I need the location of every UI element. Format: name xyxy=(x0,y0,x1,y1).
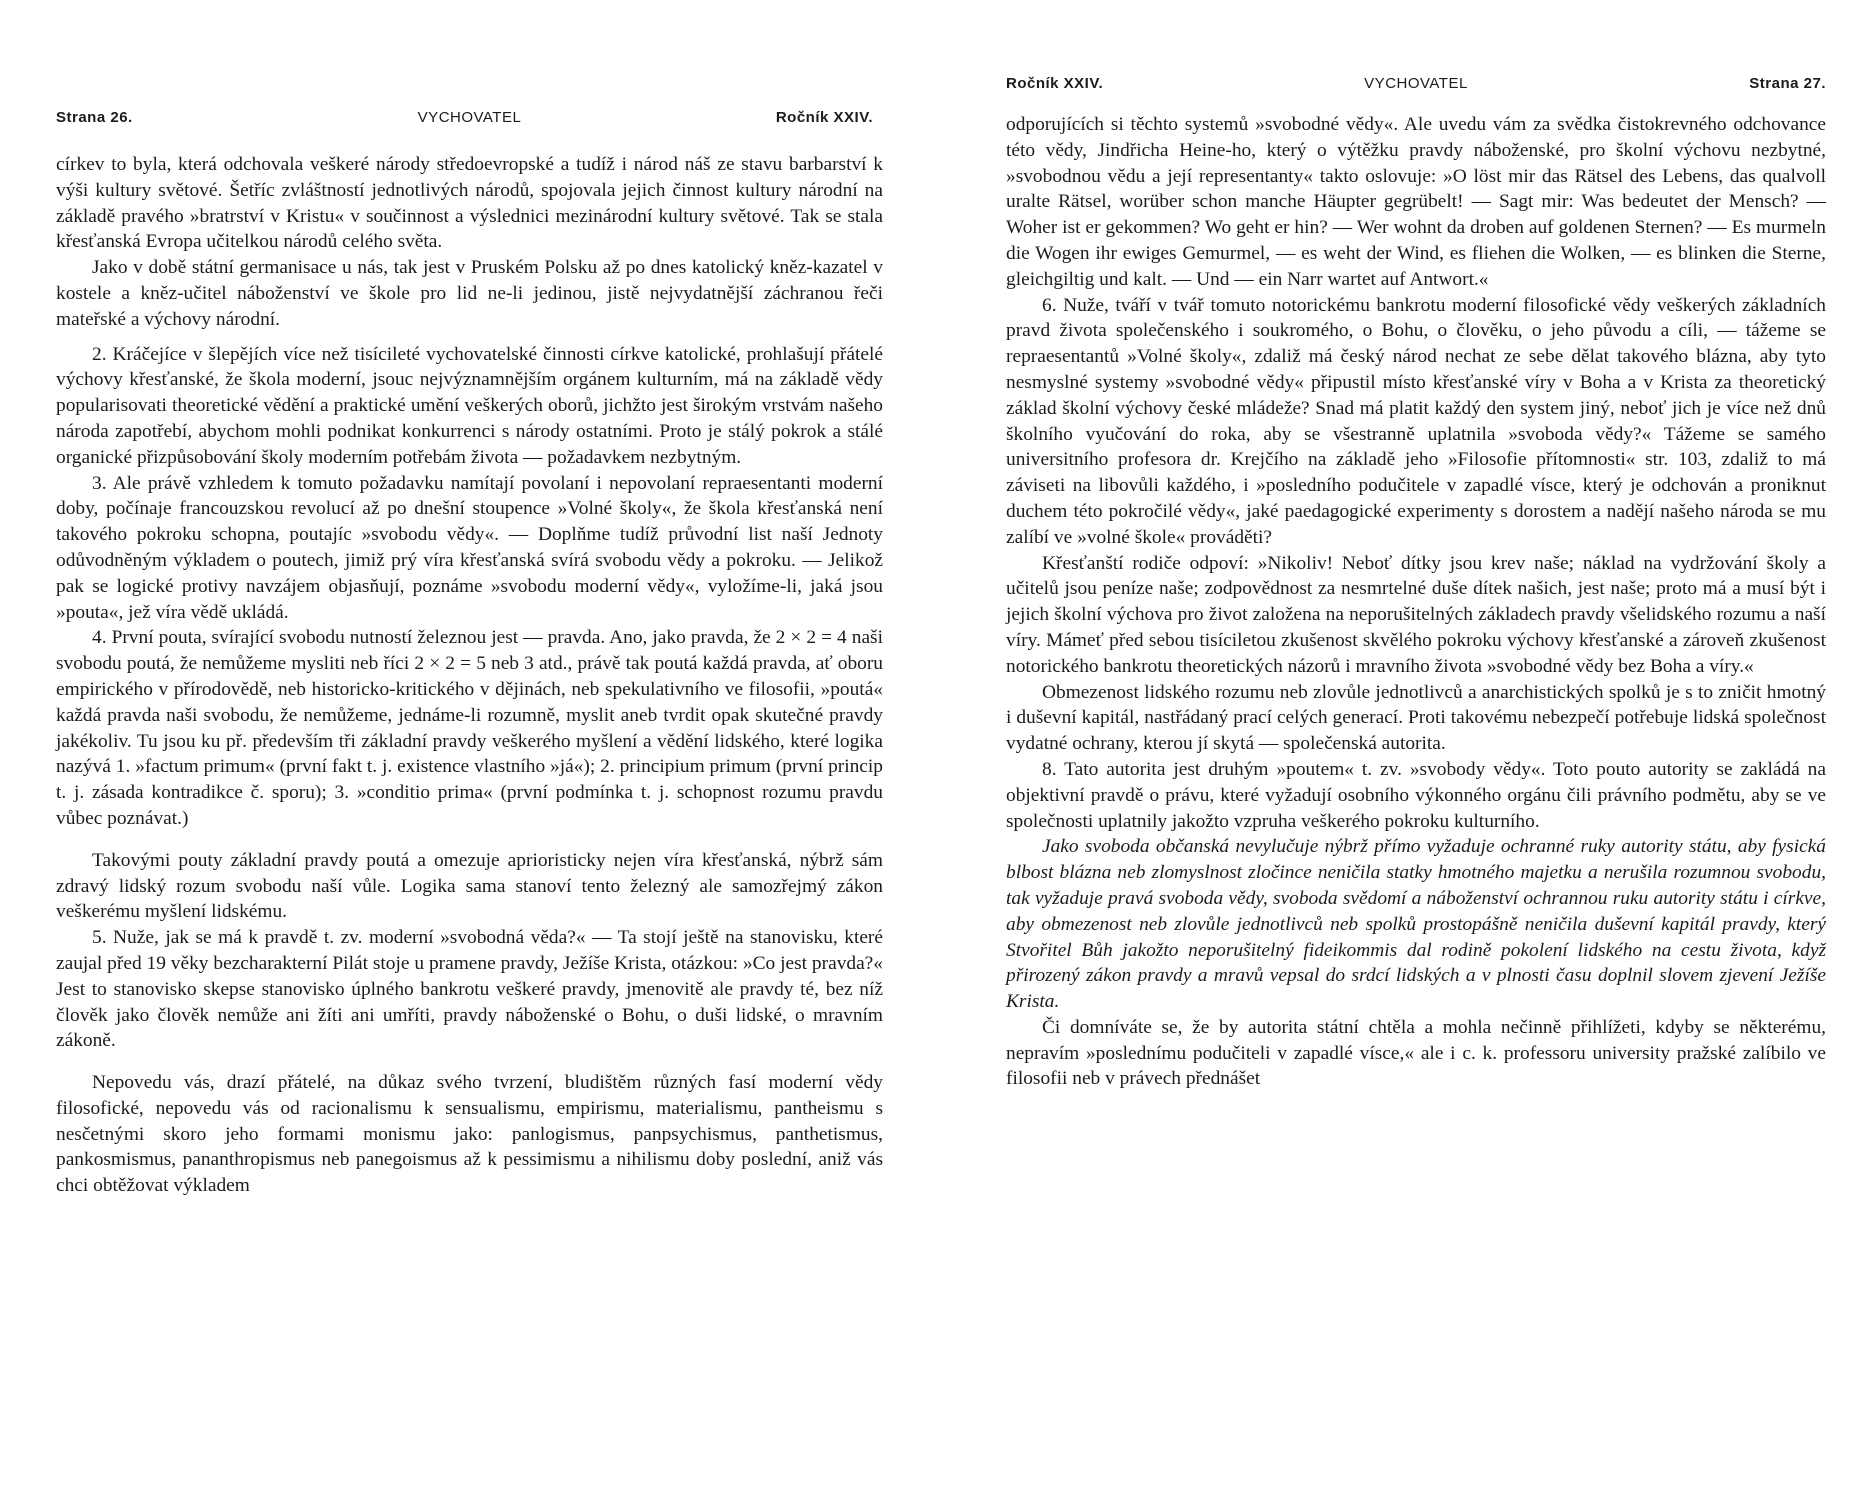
right-page-number: Strana 27. xyxy=(1749,75,1826,92)
left-journal-title: VYCHOVATEL xyxy=(417,109,522,126)
paragraph: Jako svoboda občanská nevylučuje nýbrž přímo vyžaduje ochranné ruky autority státu, aby fysická blbost blázna neb zlomyslnost zločince neničila statky hmotného majetku a nerušila rozumnou svobodu, tak vyžaduje pravá svoboda vědy, svoboda svědomí a náboženství ochrannou ruku autority státu i církve, aby obmezenost neb zlovůle jednotlivců neb spolků prostopášně neničila duševní kapitál pravdy, který Stvořitel Bůh jakožto neporušitelný fideikommis dal rodině pokolení lidského na cestu života, když přirozený zákon pravdy a mravů vepsal do srdcí lidských a v plnosti času doplnil slovem zjevení Ježíše Krista. xyxy=(1006,836,1826,1013)
left-body-text xyxy=(56,152,883,1199)
left-running-header xyxy=(56,100,883,126)
right-volume-label: Ročník XXIV. xyxy=(1006,75,1104,92)
paragraph: 6. Nuže, tváří v tvář tomuto notorickému bankrotu moderní filosofické vědy veškerých základních pravd života společenského i soukromého, o Bohu, o člověku, o jeho původu a cíli, — tážeme se repraesentantů »Volné školy«, zdaliž má český národ nechat ze sebe dělat takového blázna, aby tyto nesmyslné systemy »svobodné vědy« připustil místo křesťanské víry v Boha a v Krista za theoretický základ školní výchovy české mládeže? Snad má platit každý den system jiný, neboť jich je více než dnů školního vyučování do roka, aby se všestranně uplatnila »svoboda vědy?« Tážeme se samého universitního profesora dr. Krejčího na základě jeho »Filosofie přítomnosti« str. 103, zdaliž to má záviseti na libovůli každého, i »posledního podučitele v zapadlé vísce, který je odchován a proniknut duchem této pokročilé vědy«, jaké paedagogické experimenty s dorostem a nadějí našeho národa se mu zalíbí ve »volné škole« prováděti? xyxy=(1006,294,1826,548)
paragraph: Či domníváte se, že by autorita státní chtěla a mohla nečinně přihlížeti, kdyby se některému, nepravím »poslednímu podučiteli v zapadlé vísce,« ale i c. k. professoru university pražské zalíbilo ve filosofii neb v právech přednášet xyxy=(1006,1016,1826,1090)
paragraph: Křesťanští rodiče odpoví: »Nikoliv! Neboť dítky jsou krev naše; náklad na vydržování školy a učitelů jsou peníze naše; zodpovědnost za nesmrtelné duše dítek našich, jest naše; proto má a musí být i jejich školní výchova pro život založena na neporušitelných základech pravdy všelidského rozumu a naší víry. Mámeť před sebou tisíciletou zkušenost skvělého pokroku výchovy křesťanské a zároveň zkušenost notorického bankrotu theoretických názorů i mravního života »svobodné vědy bez Boha a víry.« xyxy=(1006,552,1826,677)
paragraph: 4. První pouta, svírající svobodu nutností železnou jest — pravda. Ano, jako pravda, že 2 × 2 = 4 naši svobodu poutá, že nemůžeme mysliti neb říci 2 × 2 = 5 neb 3 atd., právě tak poutá každá pravda, ať oboru empirického v přírodovědě, neb historicko-kritického v dějinách, neb spekulativního ve filosofii, »poutá« každá pravda naši svobodu, že nemůžeme, jednáme-li rozumně, myslit aneb tvrdit opak skutečné pravdy jakékoliv. Tu jsou ku př. především tři základní pravdy veškerého myšlení a vědění lidského, které logika nazývá 1. »factum primum« (první fakt t. j. existence vlastního »já«); 2. principium primum (první princip t. j. zásada kontradikce č. sporu); 3. »conditio prima« (první podmínka t. j. schopnost rozumu pravdu vůbec poznávat.) xyxy=(56,627,883,829)
paragraph: 3. Ale právě vzhledem k tomuto požadavku namítají povolaní i nepovolaní repraesentanti moderní doby, počínaje francouzskou revolucí až po dnešní stoupence »Volné školy«, že škola křesťanská není takového pokroku schopna, poutajíc »svobodu vědy«. — Doplňme tudíž průvodní list naší Jednoty odůvodněným výkladem o poutech, jimiž prý víra křesťanská svírá svobodu vědy a pokroku. — Jelikož pak se logické protivy navzájem objasňují, poznáme »svobodu moderní vědy«, vyložíme-li, jaká jsou »pouta«, jež víra vědě ukládá. xyxy=(56,472,883,623)
right-journal-title: VYCHOVATEL xyxy=(1364,75,1468,92)
paragraph: odporujících si těchto systemů »svobodné vědy«. Ale uvedu vám za svědka čistokrevného odchovance této vědy, Jindřicha Heine-ho, který o výtěžku pravdy náboženské, pro školní výchovu nezbytné, »svobodnou vědu a její representanty« takto oslovuje: »O löst mir das Rätsel des Lebens, das qualvoll uralte Rätsel, worüber schon manche Häupter gegrübelt! — Sagt mir: Was bedeutet der Mensch? — Woher ist er gekommen? Wo geht er hin? — Wer wohnt da droben auf goldenen Sternen? — Es murmeln die Wogen ihr ewiges Gemurmel, — es weht der Wind, es fliehen die Wolken, — es blinken die Sterne, gleichgiltig und kalt. — Und — ein Narr wartet auf Antwort.« xyxy=(1006,114,1826,290)
paragraph: Obmezenost lidského rozumu neb zlovůle jednotlivců a anarchistických spolků je s to zničit hmotný i duševní kapitál, nastřádaný prací celých generací. Proti takovému nebezpečí potřebuje lidská společnost vydatné ochrany, kterou jí skytá — společenská autorita. xyxy=(1006,681,1826,755)
paragraph: Takovými pouty základní pravdy poutá a omezuje aprioristicky nejen víra křesťanská, nýbrž sám zdravý lidský rozum svobodu naší vůle. Logika sama stanoví tento železný ale samozřejmý zákon veškerému myšlení lidskému. xyxy=(56,849,883,923)
paragraph: Nepovedu vás, drazí přátelé, na důkaz svého tvrzení, bludištěm různých fasí moderní vědy filosofické, nepovedu vás od racionalismu k sensualismu, empirismu, materialismu, pantheismu s nesčetnými skoro jeho formami monismu jako: panlogismus, panpsychismus, panthetismus, pankosmismus, pananthropismus neb panegoismus až k pessimismu a nihilismu doby poslední, aniž vás chci obtěžovat výkladem xyxy=(56,1072,883,1197)
right-page xyxy=(1006,0,1826,1092)
left-page xyxy=(56,0,883,1199)
right-running-header xyxy=(1006,66,1826,92)
paragraph: Jako v době státní germanisace u nás, tak jest v Pruském Polsku až po dnes katolický kněz-kazatel v kostele a kněz-učitel náboženství ve škole pro lid ne-li jedinou, jistě nejvydatnější záchranou řeči mateřské a výchovy národní. xyxy=(56,257,883,330)
left-page-number: Strana 26. xyxy=(56,109,133,126)
paragraph: 8. Tato autorita jest druhým »poutem« t. zv. »svobody vědy«. Toto pouto autority se zakládá na objektivní pravdě o právu, které vyžadují osobního výkonného orgánu čili právního podmětu, aby se ve společnosti uplatnily jakožto vzpruha veškerého pokroku kulturního. xyxy=(1006,758,1826,832)
right-body-text xyxy=(1006,112,1826,1092)
paragraph: 2. Kráčejíce v šlepějích více než tisícileté vychovatelské činnosti církve katolické, prohlašují přátelé výchovy křesťanské, že škola moderní, jsouc nejvýznamnějším orgánem kulturním, má na základě vědy popularisovati theoretické vědění a praktické umění veškerých oborů, jichžto jest širokým vrstvám našeho národa zapotřebí, abychom mohli podnikat konkurrenci s národy ostatními. Proto je stálý pokrok a stálé organické přizpůsobování školy moderním potřebám života — požadavkem nezbytným. xyxy=(56,343,883,468)
paragraph: 5. Nuže, jak se má k pravdě t. zv. moderní »svobodná věda?« — Ta stojí ještě na stanovisku, které zaujal před 19 věky bezcharakterní Pilát stoje u pramene pravdy, Ježíše Krista, otázkou: »Co jest pravda?« Jest to stanovisko skepse stanovisko úplného bankrotu veškeré pravdy, jmenovitě ale pravdy té, bez níž člověk jako člověk nemůže ani žíti ani umříti, pravdy náboženské o Bohu, o duši lidské, o mravním zákoně. xyxy=(56,927,883,1052)
left-volume-label: Ročník XXIV. xyxy=(775,109,873,126)
paragraph: církev to byla, která odchovala veškeré národy středoevropské a tudíž i národ náš ze stavu barbarství k výši kultury světové. Šetříc zvláštností jednotlivých národů, spojovala jejich činnost kultury národní na základě pravého »bratrství v Kristu« v součinnost a výslednici mezinárodní kultury světové. Tak se stala křesťanská Evropa učitelkou národů celého světa. xyxy=(56,154,883,253)
